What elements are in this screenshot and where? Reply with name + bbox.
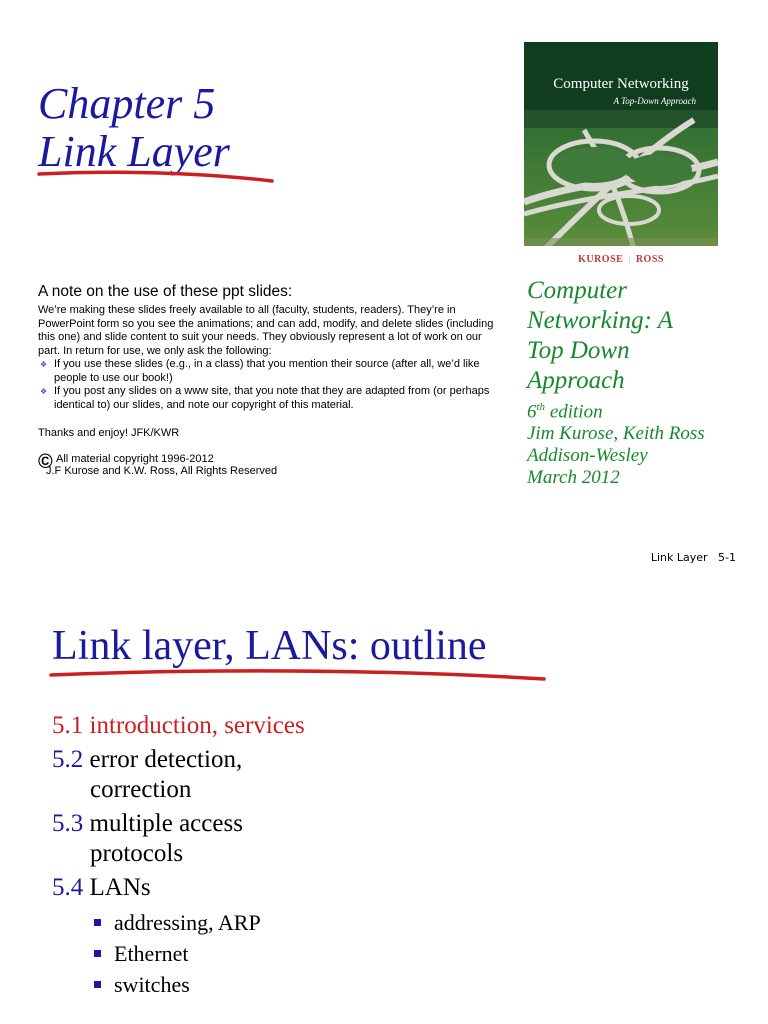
- book-date: March 2012: [527, 467, 620, 489]
- book-title-line-1: Computer: [527, 277, 627, 304]
- book-title-line-3: Top Down: [527, 337, 630, 364]
- note-paragraph: We’re making these slides freely available to all (faculty, students, readers). They’re in PowerPoint form so you see the animations; and can add, modify, and delete slides (including this one) and slide content to suit your needs. They obviously represent a lot of work on our part. In return for use, we only ask the following:: [38, 304, 494, 357]
- note-heading: A note on the use of these ppt slides:: [38, 283, 293, 300]
- sub-item-list: [52, 907, 752, 1000]
- book-cover-image: [524, 42, 718, 274]
- section-text: multiple access: [83, 810, 243, 837]
- square-bullet-icon: [94, 950, 101, 957]
- sub-item: [52, 938, 752, 969]
- cover-title: Computer Networking: [553, 76, 689, 92]
- note-bullet-list: [38, 358, 498, 412]
- section-text-continued: protocols: [90, 840, 184, 867]
- sub-item: [52, 969, 752, 1000]
- book-title-line-4: Approach: [527, 367, 625, 394]
- section-number: 5.1: [52, 712, 84, 739]
- sub-item-text: addressing, ARP: [114, 910, 261, 935]
- copyright-line-2: J.F Kurose and K.W. Ross, All Rights Reserved: [46, 464, 278, 477]
- outline-item-5-2: [52, 745, 752, 805]
- book-authors: Jim Kurose, Keith Ross: [527, 423, 705, 445]
- sub-item: [52, 907, 752, 938]
- copyright-notice: [38, 450, 498, 477]
- square-bullet-icon: [94, 919, 101, 926]
- outline-title: Link layer, LANs: outline: [52, 623, 487, 669]
- edition-suffix: th: [536, 401, 546, 413]
- copyright-icon: ©: [38, 450, 53, 473]
- chapter-name: Link Layer: [38, 127, 230, 176]
- outline-item-5-1: [52, 711, 752, 741]
- outline-item-5-3: [52, 809, 752, 869]
- note-bullet-text: If you use these slides (e.g., in a class) that you mention their source (after all, we’d like people to use our book!): [54, 358, 480, 384]
- cover-author-1: KUROSE: [578, 254, 624, 265]
- book-edition: [527, 396, 762, 423]
- sub-item-text: switches: [114, 972, 190, 997]
- section-number: 5.3: [52, 810, 84, 837]
- cover-author-2: ROSS: [635, 254, 664, 265]
- outline-item-5-4: [52, 873, 752, 903]
- book-title-line-2: Networking: A: [527, 307, 674, 334]
- note-bullet-text: If you post any slides on a www site, that you note that they are adapted from (or perhaps identical to) our slides, and note our copyright of this material.: [54, 385, 490, 411]
- section-text: error detection,: [83, 746, 243, 773]
- book-publisher: Addison-Wesley: [527, 445, 648, 467]
- usage-note: [38, 283, 498, 477]
- book-info: [527, 276, 762, 489]
- section-number: 5.2: [52, 746, 84, 773]
- section-text-continued: correction: [90, 776, 192, 803]
- outline-title-underline: [48, 667, 548, 689]
- title-underline: [36, 168, 276, 190]
- square-bullet-icon: [94, 981, 101, 988]
- edition-word: edition: [545, 401, 603, 423]
- chapter-title: [38, 80, 230, 176]
- chapter-number: Chapter 5: [38, 79, 216, 128]
- highway-interchange-image: [524, 110, 718, 250]
- diamond-bullet-icon: ❖: [40, 360, 48, 369]
- edition-number: 6: [527, 401, 537, 423]
- slide-footer: Link Layer 5-1: [650, 551, 736, 564]
- note-thanks: Thanks and enjoy! JFK/KWR: [38, 427, 180, 439]
- sub-item-text: Ethernet: [114, 941, 189, 966]
- cover-separator: |: [628, 254, 631, 265]
- slide-2: [0, 585, 768, 1024]
- cover-authors: [524, 246, 718, 274]
- section-text: LANs: [83, 874, 151, 901]
- copyright-line-1: All material copyright 1996-2012: [56, 452, 214, 465]
- note-bullet: [38, 358, 498, 385]
- note-bullet: [38, 385, 498, 412]
- diamond-bullet-icon: ❖: [40, 387, 48, 396]
- outline-list: [52, 711, 752, 1000]
- cover-subtitle: A Top-Down Approach: [613, 96, 696, 106]
- section-text: introduction, services: [83, 712, 305, 739]
- section-number: 5.4: [52, 874, 84, 901]
